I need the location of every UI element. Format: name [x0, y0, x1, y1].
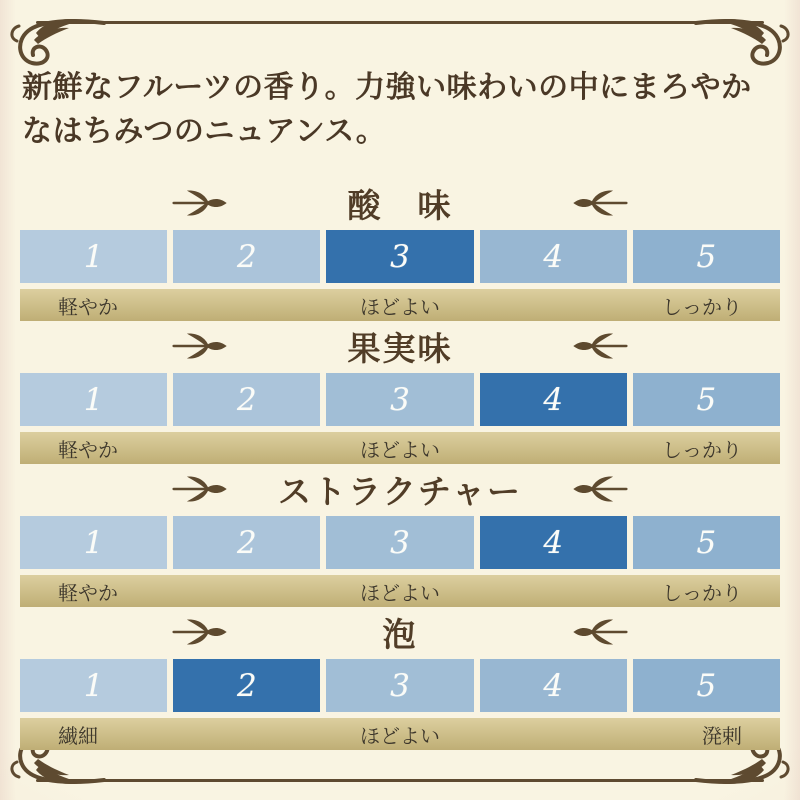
- scale-title-row: [20, 469, 780, 509]
- rating-scales: [20, 183, 780, 755]
- rating-cell-2: 2: [173, 373, 320, 426]
- anchor-center-label: ほどよい: [360, 437, 440, 462]
- scale-section-structure: [20, 469, 780, 607]
- anchor-right-label: しっかり: [662, 437, 742, 462]
- anchor-center-label: ほどよい: [360, 294, 440, 319]
- rating-cell-3: 3: [326, 659, 473, 712]
- leaf-arrow-right-icon: [172, 184, 230, 222]
- rating-cell-2: 2: [173, 516, 320, 569]
- rating-cell-2: 2: [173, 230, 320, 283]
- anchor-left-label: 軽やか: [58, 437, 118, 462]
- scale-title-row: [20, 183, 780, 223]
- rating-cells: [20, 373, 780, 426]
- leaf-arrow-left-icon: [570, 327, 628, 365]
- rating-cell-4: 4: [480, 659, 627, 712]
- anchor-right-label: しっかり: [662, 580, 742, 605]
- anchor-center-label: ほどよい: [360, 580, 440, 605]
- top-border-line: [36, 21, 764, 24]
- anchor-right-label: しっかり: [662, 294, 742, 319]
- leaf-arrow-right-icon: [172, 613, 230, 651]
- leaf-arrow-right-icon: [172, 327, 230, 365]
- rating-cells: [20, 230, 780, 283]
- rating-cells: [20, 659, 780, 712]
- scale-section-acidity: [20, 183, 780, 321]
- tasting-note-text: 新鮮なフルーツの香り。力強い味わいの中にまろやかなはちみつのニュアンス。: [22, 70, 752, 149]
- leaf-arrow-left-icon: [570, 613, 628, 651]
- anchor-left-label: 繊細: [58, 723, 98, 748]
- rating-cell-4: 4: [480, 516, 627, 569]
- corner-flourish-icon: [694, 17, 794, 73]
- leaf-arrow-left-icon: [570, 470, 628, 508]
- rating-cell-3: 3: [326, 373, 473, 426]
- scale-title-row: [20, 612, 780, 652]
- rating-cell-2: 2: [173, 659, 320, 712]
- anchor-left-label: 軽やか: [58, 580, 118, 605]
- anchor-label-bar: [20, 289, 780, 321]
- bottom-border-line: [36, 779, 764, 782]
- scale-section-bubbles: [20, 612, 780, 750]
- rating-cell-1: 1: [20, 516, 167, 569]
- rating-cell-5: 5: [633, 659, 780, 712]
- rating-cell-1: 1: [20, 373, 167, 426]
- rating-cells: [20, 516, 780, 569]
- rating-cell-5: 5: [633, 230, 780, 283]
- rating-cell-5: 5: [633, 373, 780, 426]
- anchor-label-bar: [20, 432, 780, 464]
- rating-cell-3: 3: [326, 516, 473, 569]
- rating-cell-5: 5: [633, 516, 780, 569]
- rating-cell-1: 1: [20, 659, 167, 712]
- scale-title-row: [20, 326, 780, 366]
- anchor-right-label: 溌剌: [702, 723, 742, 748]
- scale-title: 酸 味: [347, 185, 453, 225]
- rating-cell-3: 3: [326, 230, 473, 283]
- scale-title: 果実味: [347, 328, 453, 368]
- anchor-left-label: 軽やか: [58, 294, 118, 319]
- rating-cell-1: 1: [20, 230, 167, 283]
- corner-flourish-icon: [6, 17, 106, 73]
- leaf-arrow-left-icon: [570, 184, 628, 222]
- scale-title: ストラクチャー: [277, 471, 522, 511]
- scale-title: 泡: [382, 614, 418, 654]
- rating-cell-4: 4: [480, 373, 627, 426]
- anchor-center-label: ほどよい: [360, 723, 440, 748]
- anchor-label-bar: [20, 718, 780, 750]
- anchor-label-bar: [20, 575, 780, 607]
- rating-cell-4: 4: [480, 230, 627, 283]
- scale-section-fruitiness: [20, 326, 780, 464]
- leaf-arrow-right-icon: [172, 470, 230, 508]
